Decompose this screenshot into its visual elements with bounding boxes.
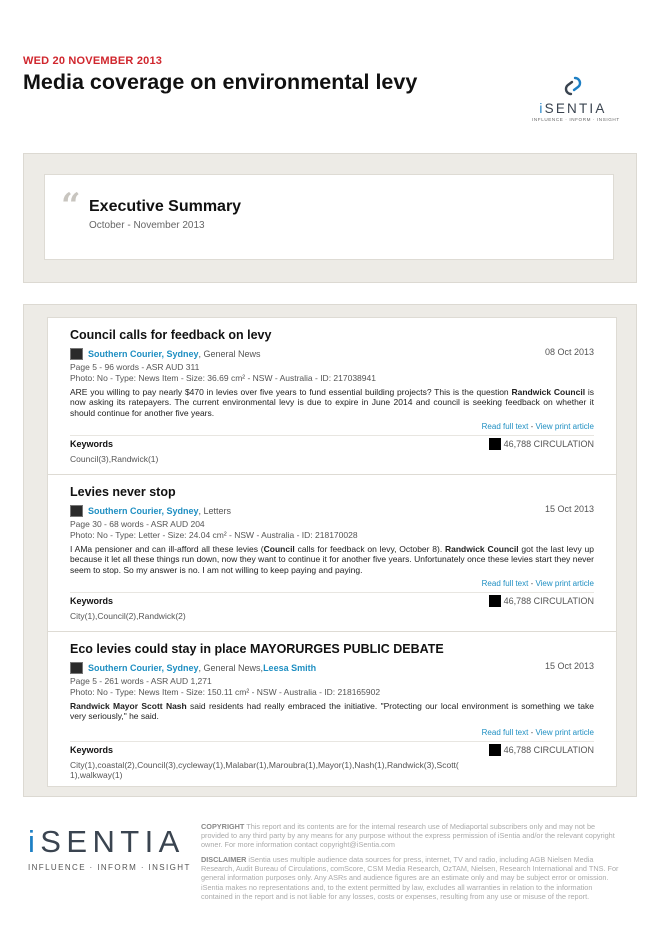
article-section: , Letters [198, 506, 232, 516]
report-date: WED 20 NOVEMBER 2013 [23, 55, 163, 67]
circulation-value: 46,788 CIRCULATION [503, 439, 594, 449]
isentia-logo-footer [28, 826, 190, 872]
article-headline[interactable]: Levies never stop [70, 485, 176, 499]
article-links: Read full text - View print article [481, 728, 594, 737]
circulation-icon [489, 744, 501, 756]
article-photo-info: Photo: No - Type: News Item - Size: 36.69 cm² - NSW - Australia - ID: 217038941 [70, 373, 376, 383]
isentia-link-icon [561, 74, 585, 98]
article-source-line [70, 662, 316, 674]
article-item [48, 474, 616, 631]
article-section: , General News [198, 349, 261, 359]
article-excerpt: Randwick Mayor Scott Nash said residents had really embraced the initiative. "Protecting our local environment is something we take very seriously," he said. [70, 701, 594, 722]
keywords-label: Keywords [70, 596, 114, 606]
circulation-value: 46,788 CIRCULATION [503, 745, 594, 755]
article-item [48, 631, 616, 786]
article-headline[interactable]: Council calls for feedback on levy [70, 328, 272, 342]
isentia-wordmark: iSENTIA [539, 101, 607, 116]
article-page-info: Page 30 - 68 words - ASR AUD 204 [70, 519, 205, 529]
article-date: 15 Oct 2013 [544, 504, 594, 514]
isentia-logo-header [532, 74, 620, 122]
isentia-tagline: INFLUENCE · INFORM · INSIGHT [532, 117, 620, 122]
circulation-info [489, 744, 594, 756]
divider [70, 435, 594, 436]
article-author[interactable]: Leesa Smith [263, 663, 317, 673]
keywords-label: Keywords [70, 439, 114, 449]
circulation-icon [489, 595, 501, 607]
circulation-icon [489, 438, 501, 450]
keywords-values: City(1),coastal(2),Council(3),cycleway(1),Malabar(1),Maroubra(1),Mayor(1),Nash(1),Randwick(3),Scott( 1),walkway(1) [70, 760, 459, 781]
circulation-info [489, 595, 594, 607]
keywords-values: Council(3),Randwick(1) [70, 454, 159, 464]
articles-list [47, 317, 617, 787]
article-links: Read full text - View print article [481, 422, 594, 431]
read-full-text-link[interactable]: Read full text [481, 579, 529, 588]
keywords-values: City(1),Council(2),Randwick(2) [70, 611, 186, 621]
article-source-line [70, 505, 231, 517]
article-links: Read full text - View print article [481, 579, 594, 588]
article-date: 08 Oct 2013 [544, 347, 594, 357]
article-source-line [70, 348, 261, 360]
article-excerpt: ARE you willing to pay nearly $470 in levies over five years to fund essential building projects? This is the question Randwick Council is now asking its ratepayers. The current environmental levy is due to expire in June 2014 and council is seeking feedback on whether it should continue for another five years. [70, 387, 594, 418]
article-page-info: Page 5 - 96 words - ASR AUD 311 [70, 362, 200, 372]
copyright-notice: COPYRIGHT This report and its contents are for the internal research use of Mediaportal subscribers only and may not be provided to any third party by any means for any purpose without the express permission of iSentia and/or the relevant copyright owner. For more information contact copyright@iSentia.com [201, 822, 615, 850]
read-full-text-link[interactable]: Read full text [481, 728, 529, 737]
article-headline[interactable]: Eco levies could stay in place MAYORURGES PUBLIC DEBATE [70, 642, 444, 656]
isentia-wordmark: iSENTIA [28, 824, 185, 859]
circulation-info [489, 438, 594, 450]
view-print-article-link[interactable]: View print article [535, 422, 594, 431]
newspaper-icon [70, 662, 83, 674]
article-item [48, 318, 616, 474]
article-source[interactable]: Southern Courier, Sydney [88, 663, 199, 673]
executive-summary-period: October - November 2013 [89, 220, 205, 231]
divider [70, 741, 594, 742]
divider [70, 592, 594, 593]
keywords-label: Keywords [70, 745, 114, 755]
executive-summary-card [44, 174, 614, 260]
article-section: , General News, [198, 663, 264, 673]
article-excerpt: I AMa pensioner and can ill-afford all these levies (Council calls for feedback on levy, October 8). Randwick Council got the last levy up because it let all these things run down, now they want to continue it for another five years. Unfortunately once these levies start they never seem to stop. So my answer is no. I am not willing to keep paying and paying. [70, 544, 594, 575]
disclaimer-notice: DISCLAIMER iSentia uses multiple audience data sources for press, internet, TV and radio, including AGB Nielsen Media Research, Audit Bureau of Circulations, comScore, CSM Media Research, OzTAM, Nielsen, Research International and TNS. For general information purposes only. Any ASRs and audience figures are an estimate only and may be subject error or omission. iSentia makes no representations and, to the extent permitted by law, excludes all warranties in relation to the information contained in the report and is not liable for any losses, costs or expenses, resulting from any use or misuse of the report. [201, 855, 619, 901]
circulation-value: 46,788 CIRCULATION [503, 596, 594, 606]
view-print-article-link[interactable]: View print article [535, 728, 594, 737]
isentia-tagline: INFLUENCE · INFORM · INSIGHT [28, 863, 191, 872]
newspaper-icon [70, 348, 83, 360]
article-photo-info: Photo: No - Type: Letter - Size: 24.04 cm² - NSW - Australia - ID: 218170028 [70, 530, 358, 540]
article-source[interactable]: Southern Courier, Sydney [88, 506, 199, 516]
executive-summary-title: Executive Summary [89, 198, 242, 215]
articles-panel [23, 304, 637, 797]
read-full-text-link[interactable]: Read full text [481, 422, 529, 431]
executive-summary-panel [23, 153, 637, 283]
quote-icon: “ [61, 186, 81, 226]
article-date: 15 Oct 2013 [544, 661, 594, 671]
article-page-info: Page 5 - 261 words - ASR AUD 1,271 [70, 676, 212, 686]
view-print-article-link[interactable]: View print article [535, 579, 594, 588]
article-photo-info: Photo: No - Type: News Item - Size: 150.11 cm² - NSW - Australia - ID: 218165902 [70, 687, 381, 697]
legal-footer [201, 822, 621, 901]
page-title: Media coverage on environmental levy [23, 70, 418, 94]
article-source[interactable]: Southern Courier, Sydney [88, 349, 199, 359]
newspaper-icon [70, 505, 83, 517]
